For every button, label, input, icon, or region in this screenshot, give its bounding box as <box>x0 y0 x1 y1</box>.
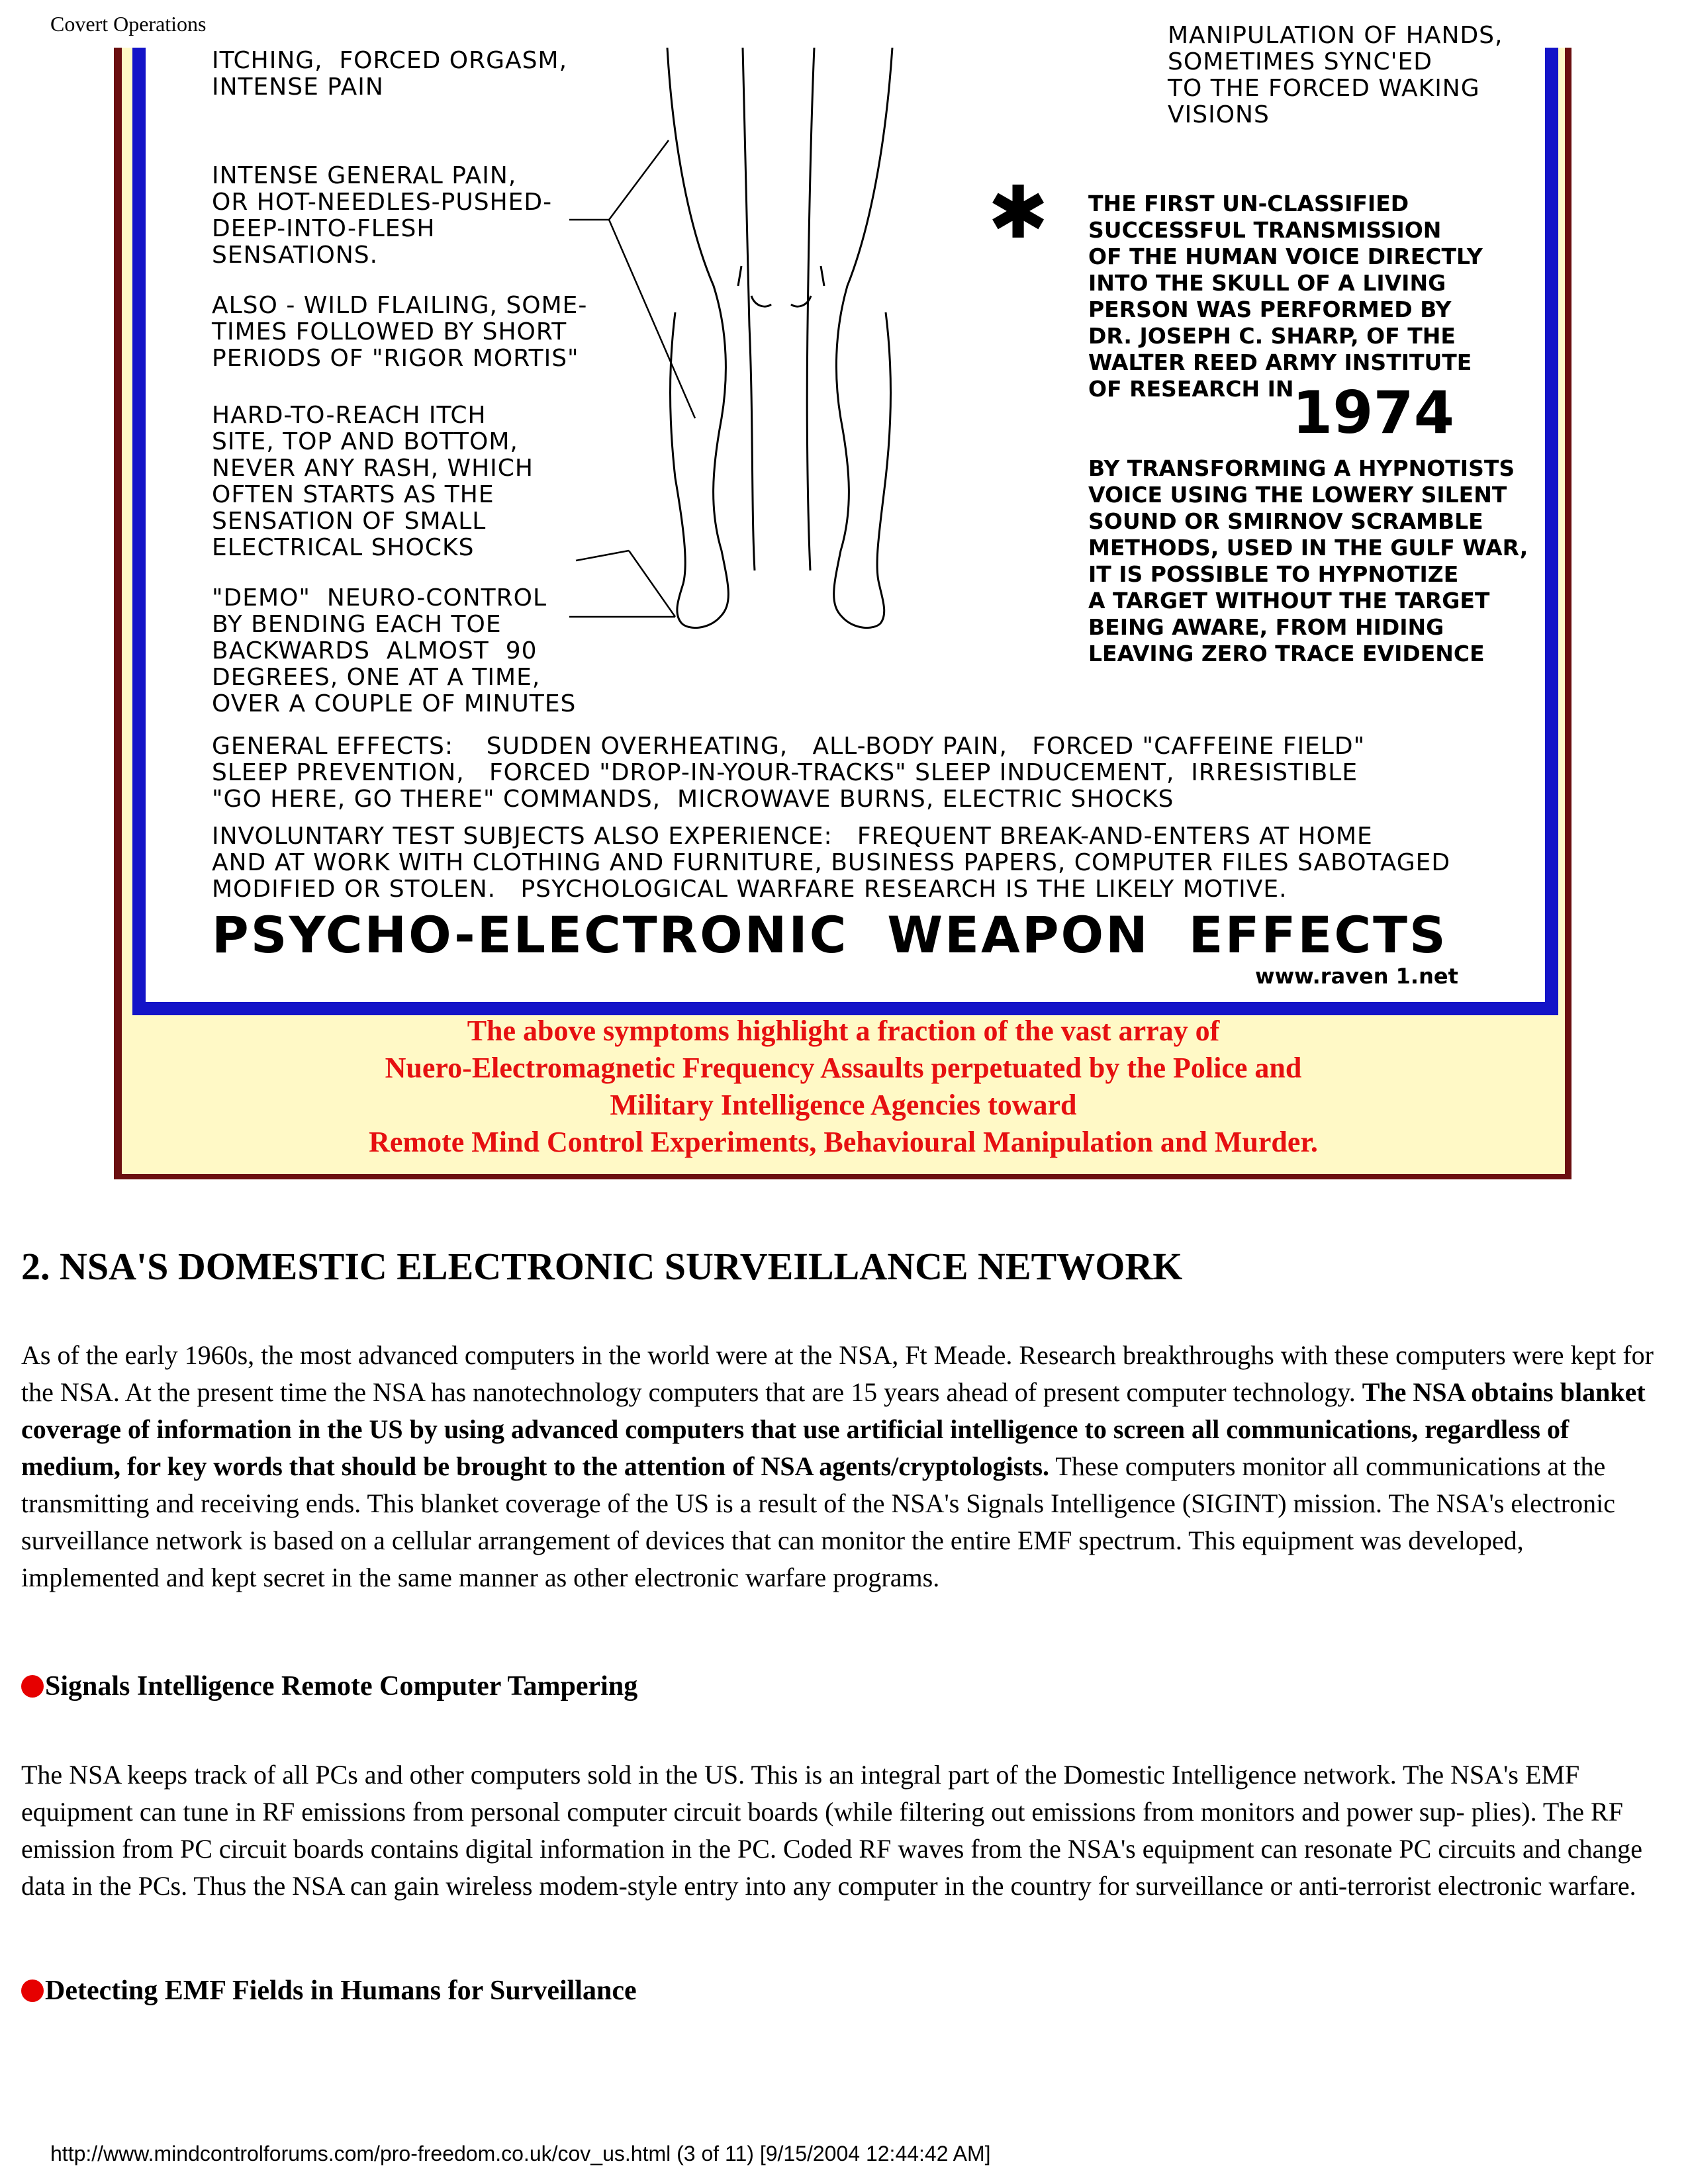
left-note-3: ALSO - WILD FLAILING, SOME- TIMES FOLLOWED BY SHORT PERIODS OF "RIGOR MORTIS" <box>212 292 588 372</box>
subheading-text: Detecting EMF Fields in Humans for Surveillance <box>45 1976 637 2006</box>
infographic-site: www.raven 1.net <box>1255 964 1458 989</box>
left-note-2: INTENSE GENERAL PAIN, OR HOT-NEEDLES-PUSHED- DEEP-INTO-FLESH SENSATIONS. <box>212 162 553 269</box>
caption-line: Nuero-Electromagnetic Frequency Assaults perpetuated by the Police and <box>385 1052 1302 1084</box>
caption-line: Remote Mind Control Experiments, Behavioural Manipulation and Murder. <box>369 1126 1318 1158</box>
paragraph-bold-text: The NSA obtains blanket coverage of information in the US by using advanced computers that use artificial intelligence to screen all communications, regardless of medium, for key words that should be brought to the attention of NSA agents/cryptologists. <box>21 1377 1646 1481</box>
caption-line: Military Intelligence Agencies toward <box>610 1089 1077 1121</box>
left-note-5: "DEMO" NEURO-CONTROL BY BENDING EACH TOE BACKWARDS ALMOST 90 DEGREES, ONE AT A TIME, OVER A COUPLE OF MINUTES <box>212 584 577 717</box>
left-note-1: ITCHING, FORCED ORGASM, INTENSE PAIN <box>212 47 568 101</box>
infographic-image <box>146 22 1545 1002</box>
caption-line: The above symptoms highlight a fraction of the vast array of <box>467 1015 1220 1047</box>
paragraph-text: These computers monitor all communications at the transmitting and receiving ends. This blanket coverage of the US is a result of the NSA's Signals Intelligence (SIGINT) mission. The NSA's electronic surveillance network is based on a cellular arrangement of devices that can monitor the entire EMF spectrum. This equipment was developed, implemented and kept secret in the same manner as other electronic warfare programs. <box>21 1451 1615 1592</box>
paragraph-pc-tampering: The NSA keeps track of all PCs and other computers sold in the US. This is an integral part of the Domestic Intelligence network. The NSA's EMF equipment can tune in RF emissions from personal computer circuit boards (while filtering out emissions from monitors and power sup- plies). The RF emission from PC circuit boards contains digital information in the PC. Coded RF waves from the NSA's equipment can resonate PC circuits and change data in the PCs. Thus the NSA can gain wireless modem-style entry into any computer in the country for surveillance or anti-terrorist electronic warfare. <box>21 1760 1643 1901</box>
subheading-text: Signals Intelligence Remote Computer Tampering <box>45 1671 638 1702</box>
red-caption <box>122 1013 1565 1161</box>
general-effects: GENERAL EFFECTS: SUDDEN OVERHEATING, ALL-BODY PAIN, FORCED "CAFFEINE FIELD" SLEEP PREVENTION, FORCED "DROP-IN-YOUR-TRACKS" SLEEP INDUCEMENT, IRRESISTIBLE "GO HERE, GO THERE" COMMANDS, MICROWAVE BURNS, ELECTRIC SHOCKS <box>212 733 1366 813</box>
infographic-frame <box>118 22 1565 1174</box>
subheading-remote-tampering <box>21 1670 637 1702</box>
left-note-4: HARD-TO-REACH ITCH SITE, TOP AND BOTTOM, NEVER ANY RASH, WHICH OFTEN STARTS AS THE SENSATION OF SMALL ELECTRICAL SHOCKS <box>212 402 534 561</box>
hypnotist-note: BY TRANSFORMING A HYPNOTISTS VOICE USING THE LOWERY SILENT SOUND OR SMIRNOV SCRAMBLE METHODS, USED IN THE GULF WAR, IT IS POSSIBLE TO HYPNOTIZE A TARGET WITHOUT THE TARGET BEING AWARE, FROM HIDING LEAVING ZERO TRACE EVIDENCE <box>1088 455 1528 666</box>
year-1974: 1974 <box>1292 379 1454 447</box>
paragraph-nsa-computers <box>21 1337 1663 1596</box>
asterisk-icon: ✱ <box>988 170 1049 255</box>
paragraph-text: As of the early 1960s, the most advanced computers in the world were at the NSA, Ft Meade. Research breakthroughs with these computers were kept for the NSA. At the present time the NSA has nanotechnology computers that are 15 years ahead of present computer technology. <box>21 1340 1654 1407</box>
red-bullet-icon <box>21 1675 44 1698</box>
subheading-emf-detection <box>21 1975 637 2007</box>
infographic-blue-border <box>132 22 1558 1015</box>
page-header-title: Covert Operations <box>50 12 207 36</box>
infographic-title: PSYCHO-ELECTRONIC WEAPON EFFECTS <box>212 905 1448 964</box>
transmission-note: THE FIRST UN-CLASSIFIED SUCCESSFUL TRANSMISSION OF THE HUMAN VOICE DIRECTLY INTO THE SKULL OF A LIVING PERSON WAS PERFORMED BY DR. JOSEPH C. SHARP, OF THE WALTER REED ARMY INSTITUTE OF RESEARCH IN <box>1088 191 1483 402</box>
involuntary-subjects: INVOLUNTARY TEST SUBJECTS ALSO EXPERIENCE: FREQUENT BREAK-AND-ENTERS AT HOME AND AT WORK WITH CLOTHING AND FURNITURE, BUSINESS PAPERS, COMPUTER FILES SABOTAGED MODIFIED OR STOLEN. PSYCHOLOGICAL WARFARE RESEARCH IS THE LIKELY MOTIVE. <box>212 823 1451 903</box>
page-footer-url[interactable]: http://www.mindcontrolforums.com/pro-freedom.co.uk/cov_us.html (3 of 11) [9/15/2004 12:44:42 AM] <box>50 2142 991 2165</box>
right-top-note: MANIPULATION OF HANDS, SOMETIMES SYNC'ED TO THE FORCED WAKING VISIONS <box>1168 22 1503 128</box>
section-title: 2. NSA'S DOMESTIC ELECTRONIC SURVEILLANCE NETWORK <box>21 1245 1183 1288</box>
red-bullet-icon <box>21 1979 44 2002</box>
